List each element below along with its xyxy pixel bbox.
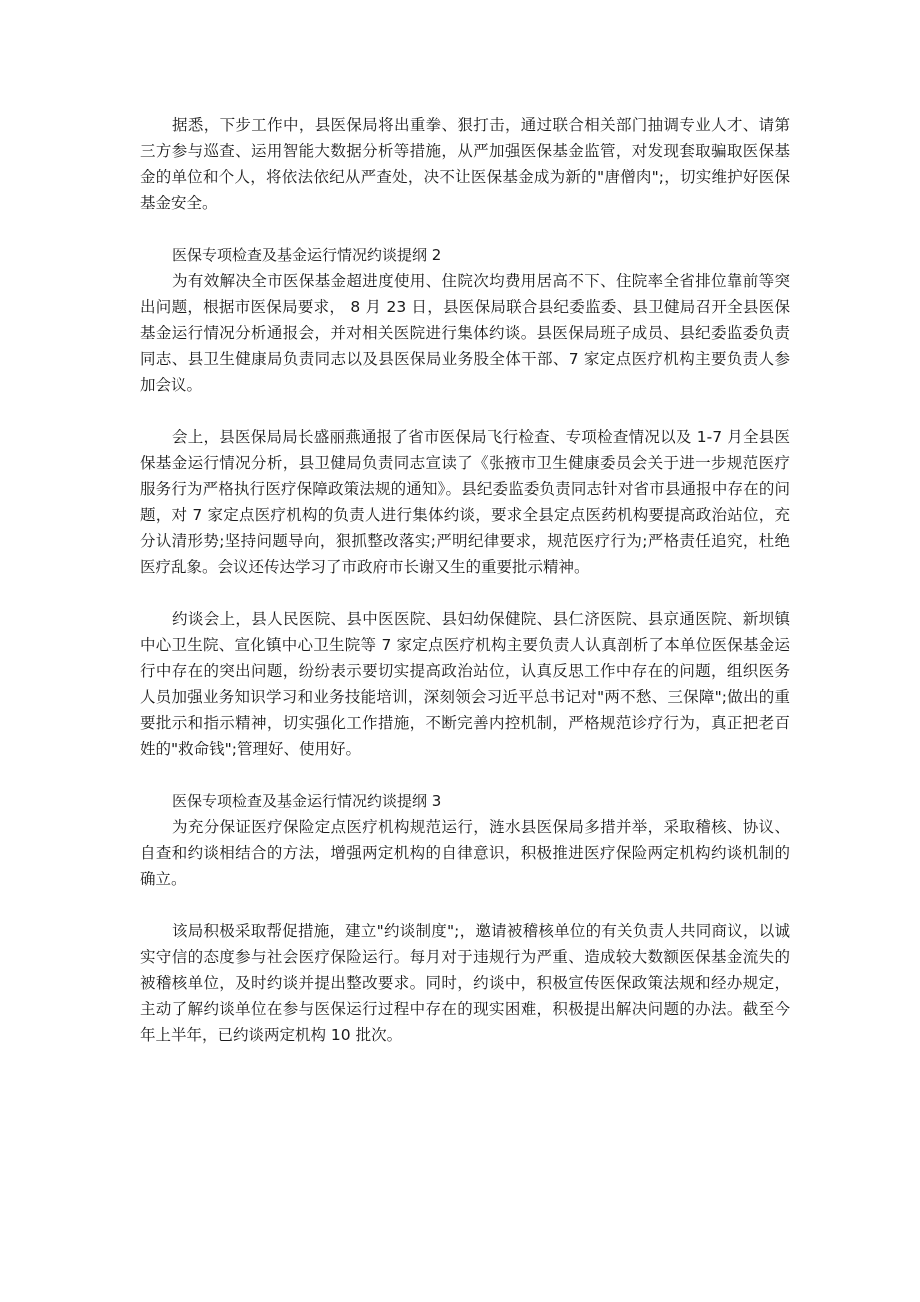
section-2-heading-text: 医保专项检查及基金运行情况约谈提纲 2 — [172, 246, 442, 264]
section-2-paragraph-1: 为有效解决全市医保基金超进度使用、住院次均费用居高不下、住院率全省排位靠前等突出问题，根据市医保局要求， 8 月 23 日，县医保局联合县纪委监委、县卫健局召开全县医保基金运行情况分析通报会，并对相关医院进行集体约谈。县医保局班子成员、县纪委监委负责同志、县卫生健康局负责同志以及县医保局业务股全体干部、7 家定点医疗机构主要负责人参加会议。 — [140, 272, 790, 394]
section-3-paragraph-2: 该局积极采取帮促措施，建立"约谈制度";，邀请被稽核单位的有关负责人共同商议，以诚实守信的态度参与社会医疗保险运行。每月对于违规行为严重、造成较大数额医保基金流失的被稽核单位，及时约谈并提出整改要求。同时，约谈中，积极宣传医保政策法规和经办规定，主动了解约谈单位在参与医保运行过程中存在的现实困难，积极提出解决问题的办法。截至今年上半年，已约谈两定机构 10 批次。 — [140, 922, 790, 1044]
section-2 — [140, 242, 790, 398]
section-3-heading — [140, 788, 790, 814]
section-2-heading — [140, 242, 790, 268]
section-3-paragraph-1: 为充分保证医疗保险定点医疗机构规范运行，涟水县医保局多措并举，采取稽核、协议、自查和约谈相结合的方法，增强两定机构的自律意识，积极推进医疗保险两定机构约谈机制的确立。 — [140, 818, 790, 888]
section-3-heading-text: 医保专项检查及基金运行情况约谈提纲 3 — [172, 792, 442, 810]
section-2-paragraph-3: 约谈会上，县人民医院、县中医医院、县妇幼保健院、县仁济医院、县京通医院、新坝镇中心卫生院、宣化镇中心卫生院等 7 家定点医疗机构主要负责人认真剖析了本单位医保基金运行中存在的突出问题，纷纷表示要切实提高政治站位，认真反思工作中存在的问题，组织医务人员加强业务知识学习和业务技能培训，深刻领会习近平总书记对"两不愁、三保障";做出的重要批示和指示精神，切实强化工作措施，不断完善内控机制，严格规范诊疗行为，真正把老百姓的"救命钱";管理好、使用好。 — [140, 610, 790, 758]
paragraph-intro: 据悉，下步工作中，县医保局将出重拳、狠打击，通过联合相关部门抽调专业人才、请第三方参与巡查、运用智能大数据分析等措施，从严加强医保基金监管，对发现套取骗取医保基金的单位和个人，将依法依纪从严查处，决不让医保基金成为新的"唐僧肉";，切实维护好医保基金安全。 — [140, 116, 790, 212]
section-3 — [140, 788, 790, 892]
section-2-paragraph-2: 会上，县医保局局长盛丽燕通报了省市医保局飞行检查、专项检查情况以及 1-7 月全县医保基金运行情况分析，县卫健局负责同志宣读了《张掖市卫生健康委员会关于进一步规范医疗服务行为严格执行医疗保障政策法规的通知》。县纪委监委负责同志针对省市县通报中存在的问题，对 7 家定点医疗机构的负责人进行集体约谈，要求全县定点医药机构要提高政治站位，充分认清形势;坚持问题导向，狠抓整改落实;严明纪律要求，规范医疗行为;严格责任追究，杜绝医疗乱象。会议还传达学习了市政府市长谢又生的重要批示精神。 — [140, 428, 790, 576]
